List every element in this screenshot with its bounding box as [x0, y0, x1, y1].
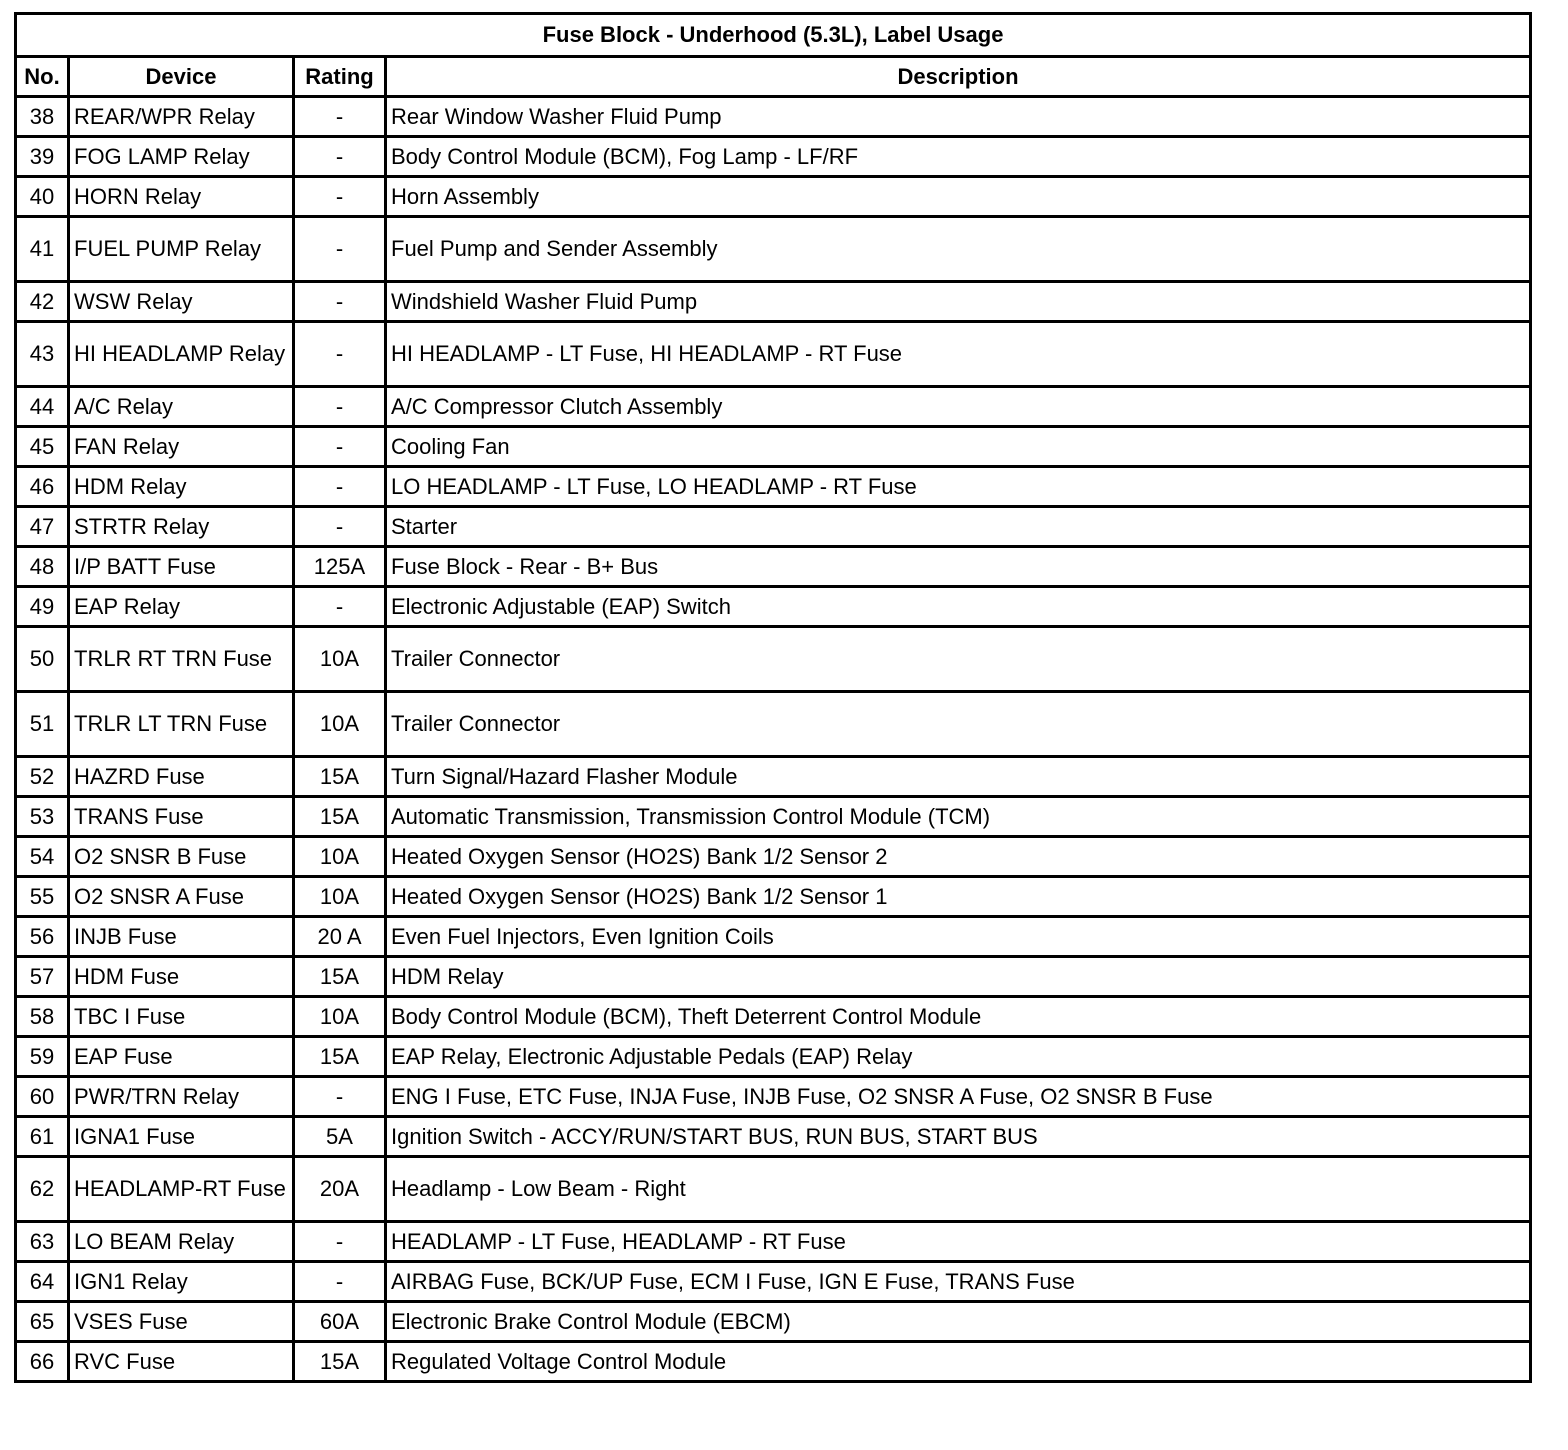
cell-rating: 10A — [294, 877, 386, 917]
table-row — [16, 1157, 1531, 1222]
cell-no: 44 — [16, 387, 69, 427]
cell-rating: 10A — [294, 627, 386, 692]
cell-device: TBC I Fuse — [69, 997, 294, 1037]
table-header-row — [16, 57, 1531, 97]
fuse-block-table — [14, 12, 1532, 1383]
cell-device: I/P BATT Fuse — [69, 547, 294, 587]
cell-rating: - — [294, 1222, 386, 1262]
cell-description: LO HEADLAMP - LT Fuse, LO HEADLAMP - RT Fuse — [386, 467, 1531, 507]
cell-device: TRLR RT TRN Fuse — [69, 627, 294, 692]
cell-rating: 20 A — [294, 917, 386, 957]
cell-no: 48 — [16, 547, 69, 587]
cell-description: Rear Window Washer Fluid Pump — [386, 97, 1531, 137]
cell-no: 40 — [16, 177, 69, 217]
cell-device: O2 SNSR A Fuse — [69, 877, 294, 917]
cell-description: Regulated Voltage Control Module — [386, 1342, 1531, 1382]
cell-device: TRANS Fuse — [69, 797, 294, 837]
cell-rating: 10A — [294, 837, 386, 877]
cell-rating: 15A — [294, 1342, 386, 1382]
cell-rating: 10A — [294, 692, 386, 757]
cell-no: 54 — [16, 837, 69, 877]
cell-rating: - — [294, 1077, 386, 1117]
table-row — [16, 427, 1531, 467]
cell-device: PWR/TRN Relay — [69, 1077, 294, 1117]
cell-no: 39 — [16, 137, 69, 177]
column-header-device: Device — [69, 57, 294, 97]
cell-device: EAP Relay — [69, 587, 294, 627]
cell-rating: - — [294, 587, 386, 627]
cell-no: 57 — [16, 957, 69, 997]
table-row — [16, 797, 1531, 837]
cell-device: HORN Relay — [69, 177, 294, 217]
cell-no: 64 — [16, 1262, 69, 1302]
cell-rating: 15A — [294, 1037, 386, 1077]
cell-device: EAP Fuse — [69, 1037, 294, 1077]
table-row — [16, 877, 1531, 917]
cell-rating: 20A — [294, 1157, 386, 1222]
column-header-no: No. — [16, 57, 69, 97]
cell-description: Automatic Transmission, Transmission Control Module (TCM) — [386, 797, 1531, 837]
table-row — [16, 282, 1531, 322]
cell-description: Electronic Adjustable (EAP) Switch — [386, 587, 1531, 627]
cell-rating: 125A — [294, 547, 386, 587]
cell-device: LO BEAM Relay — [69, 1222, 294, 1262]
cell-device: REAR/WPR Relay — [69, 97, 294, 137]
cell-rating: - — [294, 137, 386, 177]
table-title-row — [16, 14, 1531, 57]
cell-description: Body Control Module (BCM), Theft Deterrent Control Module — [386, 997, 1531, 1037]
cell-no: 61 — [16, 1117, 69, 1157]
cell-no: 60 — [16, 1077, 69, 1117]
cell-rating: - — [294, 322, 386, 387]
table-row — [16, 1302, 1531, 1342]
cell-no: 55 — [16, 877, 69, 917]
table-row — [16, 627, 1531, 692]
cell-no: 43 — [16, 322, 69, 387]
column-header-description: Description — [386, 57, 1531, 97]
cell-device: FOG LAMP Relay — [69, 137, 294, 177]
table-row — [16, 917, 1531, 957]
cell-description: Trailer Connector — [386, 692, 1531, 757]
cell-rating: 60A — [294, 1302, 386, 1342]
cell-no: 52 — [16, 757, 69, 797]
cell-no: 38 — [16, 97, 69, 137]
cell-device: IGNA1 Fuse — [69, 1117, 294, 1157]
cell-device: TRLR LT TRN Fuse — [69, 692, 294, 757]
cell-description: Starter — [386, 507, 1531, 547]
cell-rating: - — [294, 177, 386, 217]
cell-description: Fuel Pump and Sender Assembly — [386, 217, 1531, 282]
table-row — [16, 387, 1531, 427]
cell-device: WSW Relay — [69, 282, 294, 322]
cell-rating: 5A — [294, 1117, 386, 1157]
cell-description: Windshield Washer Fluid Pump — [386, 282, 1531, 322]
cell-no: 65 — [16, 1302, 69, 1342]
cell-description: Heated Oxygen Sensor (HO2S) Bank 1/2 Sensor 1 — [386, 877, 1531, 917]
cell-description: AIRBAG Fuse, BCK/UP Fuse, ECM I Fuse, IGN E Fuse, TRANS Fuse — [386, 1262, 1531, 1302]
table-row — [16, 837, 1531, 877]
cell-device: HEADLAMP-RT Fuse — [69, 1157, 294, 1222]
cell-no: 66 — [16, 1342, 69, 1382]
cell-device: IGN1 Relay — [69, 1262, 294, 1302]
cell-no: 62 — [16, 1157, 69, 1222]
table-row — [16, 1077, 1531, 1117]
cell-device: VSES Fuse — [69, 1302, 294, 1342]
cell-rating: - — [294, 97, 386, 137]
table-row — [16, 757, 1531, 797]
cell-device: HI HEADLAMP Relay — [69, 322, 294, 387]
cell-description: Fuse Block - Rear - B+ Bus — [386, 547, 1531, 587]
table-row — [16, 1342, 1531, 1382]
cell-rating: 15A — [294, 957, 386, 997]
table-row — [16, 1222, 1531, 1262]
cell-description: Horn Assembly — [386, 177, 1531, 217]
table-row — [16, 1117, 1531, 1157]
cell-rating: - — [294, 467, 386, 507]
table-row — [16, 547, 1531, 587]
cell-description: HDM Relay — [386, 957, 1531, 997]
cell-description: Electronic Brake Control Module (EBCM) — [386, 1302, 1531, 1342]
cell-description: A/C Compressor Clutch Assembly — [386, 387, 1531, 427]
cell-no: 45 — [16, 427, 69, 467]
table-row — [16, 957, 1531, 997]
cell-device: FUEL PUMP Relay — [69, 217, 294, 282]
cell-no: 42 — [16, 282, 69, 322]
cell-device: FAN Relay — [69, 427, 294, 467]
table-row — [16, 997, 1531, 1037]
cell-no: 46 — [16, 467, 69, 507]
cell-device: STRTR Relay — [69, 507, 294, 547]
cell-no: 50 — [16, 627, 69, 692]
cell-device: A/C Relay — [69, 387, 294, 427]
table-row — [16, 217, 1531, 282]
table-row — [16, 467, 1531, 507]
cell-rating: 15A — [294, 757, 386, 797]
cell-device: HDM Relay — [69, 467, 294, 507]
cell-device: O2 SNSR B Fuse — [69, 837, 294, 877]
column-header-rating: Rating — [294, 57, 386, 97]
table-row — [16, 137, 1531, 177]
cell-description: Body Control Module (BCM), Fog Lamp - LF/RF — [386, 137, 1531, 177]
cell-rating: - — [294, 427, 386, 467]
table-body — [16, 97, 1531, 1382]
table-row — [16, 1262, 1531, 1302]
table-title: Fuse Block - Underhood (5.3L), Label Usage — [16, 14, 1531, 57]
cell-device: HAZRD Fuse — [69, 757, 294, 797]
cell-device: RVC Fuse — [69, 1342, 294, 1382]
table-row — [16, 1037, 1531, 1077]
cell-description: Cooling Fan — [386, 427, 1531, 467]
cell-rating: - — [294, 507, 386, 547]
table-row — [16, 587, 1531, 627]
cell-rating: - — [294, 387, 386, 427]
cell-rating: - — [294, 1262, 386, 1302]
cell-no: 56 — [16, 917, 69, 957]
cell-device: HDM Fuse — [69, 957, 294, 997]
cell-no: 58 — [16, 997, 69, 1037]
cell-description: HEADLAMP - LT Fuse, HEADLAMP - RT Fuse — [386, 1222, 1531, 1262]
cell-rating: 15A — [294, 797, 386, 837]
table-row — [16, 692, 1531, 757]
cell-rating: - — [294, 282, 386, 322]
table-row — [16, 177, 1531, 217]
cell-rating: - — [294, 217, 386, 282]
cell-no: 53 — [16, 797, 69, 837]
cell-description: Ignition Switch - ACCY/RUN/START BUS, RUN BUS, START BUS — [386, 1117, 1531, 1157]
cell-no: 63 — [16, 1222, 69, 1262]
cell-no: 47 — [16, 507, 69, 547]
cell-description: ENG I Fuse, ETC Fuse, INJA Fuse, INJB Fuse, O2 SNSR A Fuse, O2 SNSR B Fuse — [386, 1077, 1531, 1117]
table-row — [16, 507, 1531, 547]
table-row — [16, 97, 1531, 137]
cell-no: 49 — [16, 587, 69, 627]
cell-no: 59 — [16, 1037, 69, 1077]
cell-no: 51 — [16, 692, 69, 757]
cell-description: Headlamp - Low Beam - Right — [386, 1157, 1531, 1222]
cell-description: Trailer Connector — [386, 627, 1531, 692]
cell-description: Even Fuel Injectors, Even Ignition Coils — [386, 917, 1531, 957]
cell-description: Heated Oxygen Sensor (HO2S) Bank 1/2 Sensor 2 — [386, 837, 1531, 877]
cell-description: EAP Relay, Electronic Adjustable Pedals (EAP) Relay — [386, 1037, 1531, 1077]
table-row — [16, 322, 1531, 387]
cell-no: 41 — [16, 217, 69, 282]
cell-device: INJB Fuse — [69, 917, 294, 957]
cell-description: HI HEADLAMP - LT Fuse, HI HEADLAMP - RT Fuse — [386, 322, 1531, 387]
cell-rating: 10A — [294, 997, 386, 1037]
cell-description: Turn Signal/Hazard Flasher Module — [386, 757, 1531, 797]
